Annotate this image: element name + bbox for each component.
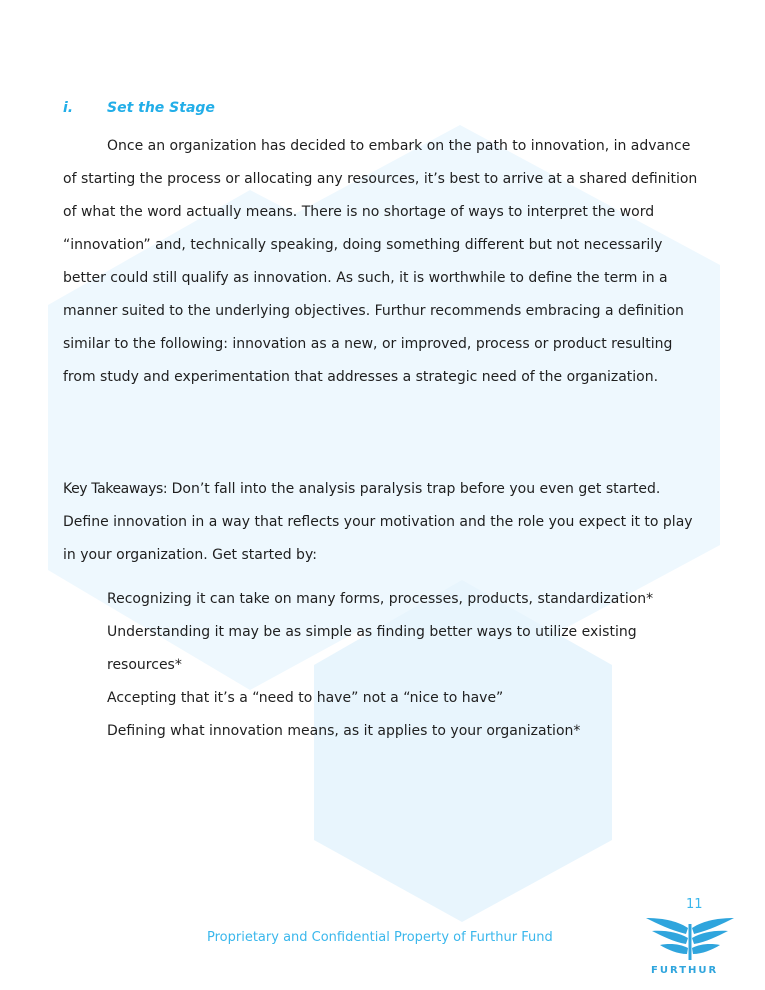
list-item: Defining what innovation means, as it applies to your organization*: [107, 723, 581, 739]
takeaway-list: [107, 583, 687, 748]
body-paragraph: Once an organization has decided to embark on the path to innovation, in advance of starting the process or allocating any resources, it’s best to arrive at a shared definition of what the word actually means. There is no shortage of ways to interpret the word “innovation” and, technically speaking, doing something different but not necessarily better could still qualify as innovation. As such, it is worthwhile to define the term in a manner suited to the underlying objectives. Furthur recommends embracing a definition similar to the following: innovation as a new, or improved, process or product resulting from study and experimentation that addresses a strategic need of the organization.: [63, 138, 698, 385]
section-number: i.: [63, 100, 74, 116]
footer-text: Proprietary and Confidential Property of Furthur Fund: [207, 930, 553, 945]
key-takeaways-text: Don’t fall into the analysis paralysis trap before you even get started. Define innovation in a way that reflects your motivation and the role you expect it to play in your organization. Get started by:: [63, 481, 693, 563]
logo-wordmark: FURTHUR: [651, 965, 719, 976]
list-item: Accepting that it’s a “need to have” not a “nice to have”: [107, 690, 504, 706]
list-item: Recognizing it can take on many forms, processes, products, standardization*: [107, 591, 654, 607]
page-number: 11: [686, 897, 703, 912]
key-takeaways-paragraph: [63, 473, 703, 572]
section-title: Set the Stage: [107, 100, 215, 116]
key-takeaways-label: Key Takeaways:: [63, 481, 168, 497]
section-heading: [63, 100, 215, 116]
list-item: Understanding it may be as simple as finding better ways to utilize existing resources*: [107, 624, 637, 673]
